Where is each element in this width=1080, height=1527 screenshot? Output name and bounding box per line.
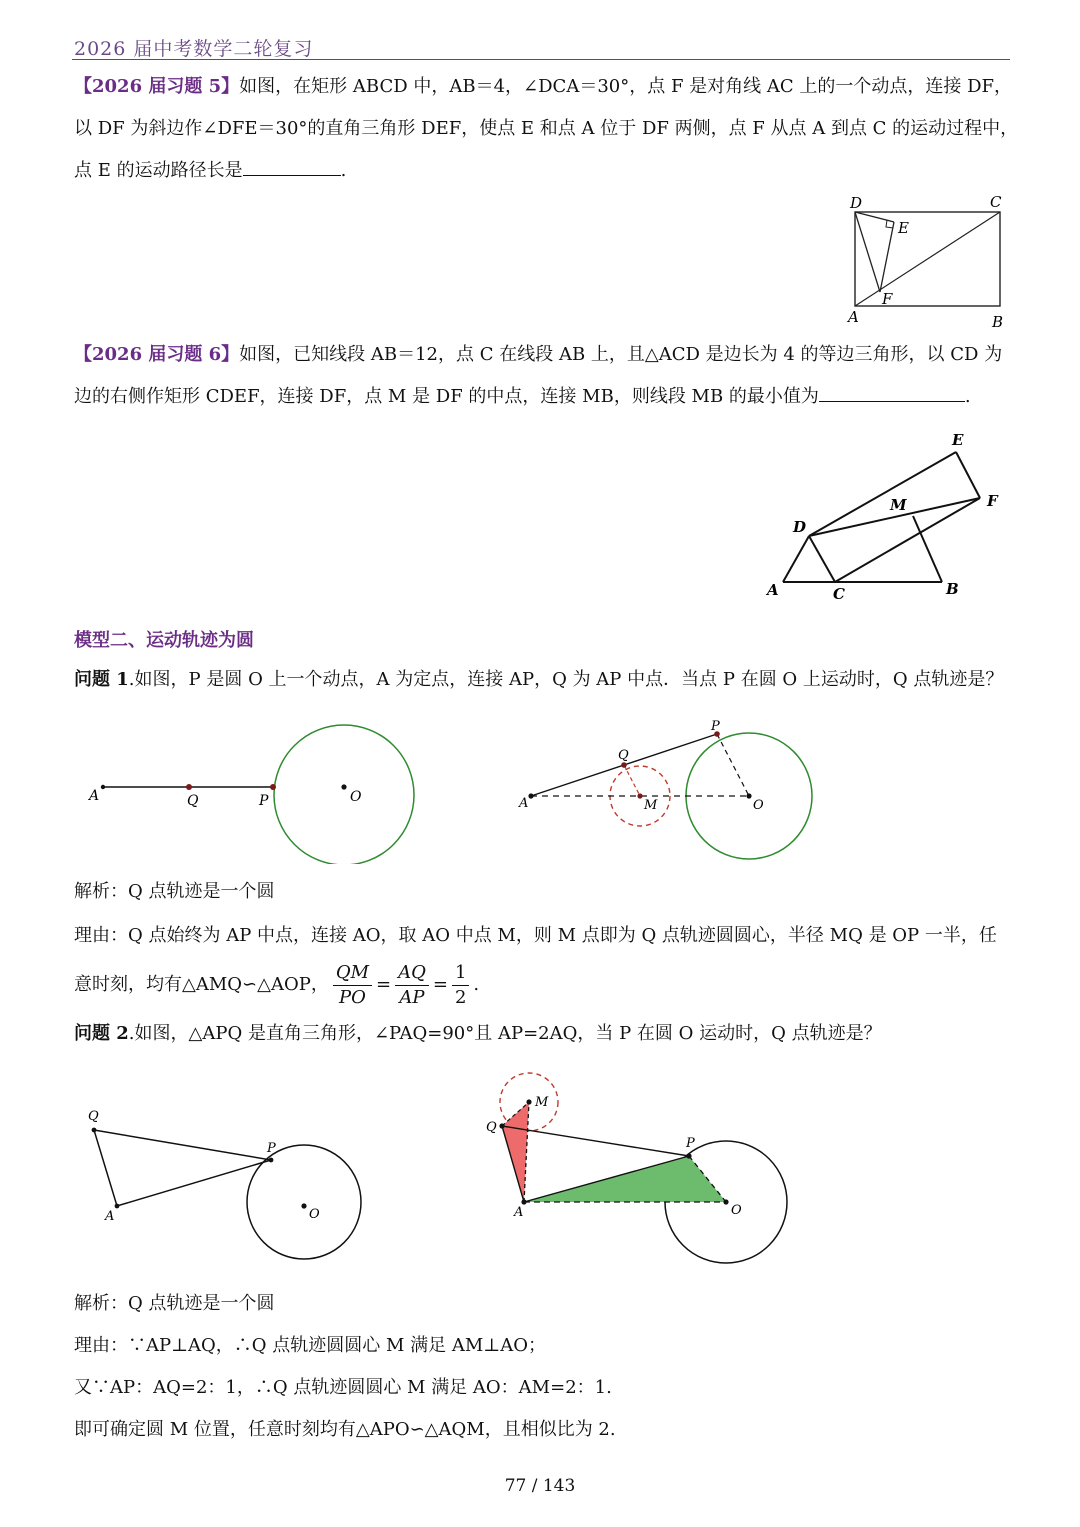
segment-dc bbox=[809, 536, 835, 582]
reason-2-prefix: 意时刻，均有△AMQ∽△AOP， bbox=[74, 974, 329, 995]
question-2-analysis: 解析：Q 点轨迹是一个圆 bbox=[74, 1293, 275, 1314]
segment-de bbox=[809, 452, 956, 536]
question-1-figure-1 bbox=[80, 716, 425, 864]
section-title: 模型二、运动轨迹为圆 bbox=[74, 630, 254, 651]
question-1-reason-1: 理由：Q 点始终为 AP 中点，连接 AO，取 AO 中点 M，则 M 点即为 Q 点轨迹圆圆心，半径 MQ 是 OP 一半，任 bbox=[74, 925, 997, 946]
triangle-apo-fill bbox=[524, 1156, 726, 1202]
problem-6-tag: 【2026 届习题 6】 bbox=[74, 344, 240, 365]
question-2-figure-1 bbox=[80, 1100, 370, 1270]
segment-mb bbox=[913, 516, 942, 582]
problem-5-tag: 【2026 届习题 5】 bbox=[74, 76, 240, 97]
label-c: C bbox=[833, 585, 845, 603]
circle-o bbox=[274, 725, 414, 864]
fraction-denominator: PO bbox=[338, 986, 366, 1008]
diagonal-ac bbox=[855, 212, 1000, 306]
label-a: A bbox=[848, 308, 859, 326]
label-e: E bbox=[898, 219, 909, 237]
label-a: A bbox=[105, 1209, 115, 1224]
question-1-reason-2 bbox=[74, 956, 479, 1014]
point-q bbox=[499, 1123, 504, 1128]
period: . bbox=[964, 386, 971, 407]
label-m: M bbox=[535, 1095, 549, 1110]
label-o: O bbox=[731, 1203, 742, 1218]
fraction-qm-po bbox=[333, 961, 372, 1010]
point-m bbox=[526, 1099, 531, 1104]
point-q bbox=[92, 1128, 97, 1133]
point-o bbox=[746, 793, 751, 798]
label-p: P bbox=[686, 1136, 695, 1151]
point-p bbox=[686, 1153, 691, 1158]
fraction-numerator: QM bbox=[333, 961, 372, 986]
label-d: D bbox=[793, 518, 807, 536]
fraction-aq-ap bbox=[395, 961, 429, 1010]
label-f: F bbox=[987, 492, 998, 510]
point-p bbox=[270, 784, 276, 790]
problem-6 bbox=[74, 334, 1010, 418]
point-q bbox=[186, 784, 192, 790]
segment-ad bbox=[783, 536, 809, 582]
point-o bbox=[723, 1199, 728, 1204]
header-divider bbox=[72, 59, 1010, 60]
label-c: C bbox=[990, 193, 1002, 211]
label-p: P bbox=[259, 793, 269, 809]
fraction-numerator: AQ bbox=[395, 961, 429, 986]
point-o bbox=[301, 1203, 306, 1208]
question-2-reason-3: 即可确定圆 M 位置，任意时刻均有△APO∽△AQM，且相似比为 2. bbox=[74, 1419, 616, 1440]
point-o bbox=[341, 784, 346, 789]
period: . bbox=[473, 974, 480, 995]
segment-qp bbox=[502, 1126, 689, 1156]
segment-df bbox=[855, 212, 880, 292]
point-a bbox=[115, 1204, 120, 1209]
segment-fc bbox=[835, 498, 980, 582]
problem-6-line-1: 如图，已知线段 AB＝12，点 C 在线段 AB 上，且△ACD 是边长为 4 的等边三角形，以 CD 为 bbox=[239, 344, 1003, 365]
point-a bbox=[521, 1199, 526, 1204]
header-title: 2026 届中考数学二轮复习 bbox=[74, 38, 314, 60]
label-a: A bbox=[767, 581, 779, 599]
label-o: O bbox=[753, 798, 764, 813]
question-1-figure-2 bbox=[510, 718, 820, 863]
question-1-head: 问题 1 bbox=[74, 669, 129, 690]
label-o: O bbox=[350, 789, 362, 805]
figure-rectangle-cdef bbox=[760, 428, 1010, 604]
equals-sign: = bbox=[432, 974, 448, 995]
figure-rectangle-abcd bbox=[840, 188, 1015, 333]
problem-5-line-2: 以 DF 为斜边作∠DFE＝30°的直角三角形 DEF，使点 E 和点 A 位于 DF 两侧，点 F 从点 A 到点 C 的运动过程中， bbox=[74, 118, 1019, 139]
question-2-figure-2 bbox=[480, 1068, 800, 1270]
problem-5-line-3: 点 E 的运动路径长是 bbox=[74, 160, 243, 181]
label-a: A bbox=[519, 796, 529, 811]
label-o: O bbox=[309, 1207, 320, 1222]
fraction-one-half bbox=[452, 961, 469, 1010]
label-p: P bbox=[711, 719, 720, 734]
label-e: E bbox=[952, 431, 964, 449]
triangle-apq bbox=[94, 1130, 271, 1206]
point-p bbox=[269, 1158, 274, 1163]
label-b: B bbox=[992, 313, 1004, 331]
point-m bbox=[637, 793, 642, 798]
point-q bbox=[621, 762, 627, 768]
problem-5-line-1: 如图，在矩形 ABCD 中，AB＝4，∠DCA＝30°，点 F 是对角线 AC 上的一个动点，连接 DF， bbox=[239, 76, 1013, 97]
segment-po-dashed bbox=[717, 734, 749, 796]
problem-6-line-2: 边的右侧作矩形 CDEF，连接 DF，点 M 是 DF 的中点，连接 MB，则线段 MB 的最小值为 bbox=[74, 386, 819, 407]
label-a: A bbox=[89, 788, 100, 804]
answer-blank bbox=[819, 379, 965, 402]
segment-ef bbox=[956, 452, 980, 498]
label-q: Q bbox=[187, 793, 199, 809]
label-d: D bbox=[850, 194, 863, 212]
label-q: Q bbox=[618, 748, 629, 763]
segment-de bbox=[855, 212, 894, 222]
label-q: Q bbox=[88, 1109, 99, 1124]
label-m: M bbox=[644, 798, 658, 813]
question-1-text: .如图，P 是圆 O 上一个动点，A 为定点，连接 AP，Q 为 AP 中点．当点 P 在圆 O 上运动时，Q 点轨迹是？ bbox=[128, 669, 1004, 690]
label-q: Q bbox=[486, 1120, 497, 1135]
page-number: 77 / 143 bbox=[504, 1476, 576, 1496]
label-a: A bbox=[514, 1205, 524, 1220]
point-a bbox=[101, 785, 105, 789]
problem-5 bbox=[74, 66, 1019, 192]
label-m: M bbox=[890, 496, 907, 514]
equals-sign: = bbox=[376, 974, 392, 995]
label-b: B bbox=[946, 580, 959, 598]
fraction-numerator: 1 bbox=[452, 961, 469, 986]
label-p: P bbox=[267, 1141, 276, 1156]
question-2-text: .如图，△APQ 是直角三角形，∠PAQ=90°且 AP=2AQ，当 P 在圆 O 运动时，Q 点轨迹是？ bbox=[128, 1023, 882, 1044]
question-1-analysis: 解析：Q 点轨迹是一个圆 bbox=[74, 881, 275, 902]
question-2 bbox=[74, 1020, 882, 1048]
fraction-denominator: 2 bbox=[454, 986, 467, 1008]
question-2-reason-1: 理由：∵AP⊥AQ，∴Q 点轨迹圆圆心 M 满足 AM⊥AO； bbox=[74, 1335, 546, 1356]
label-f: F bbox=[882, 290, 893, 308]
question-2-head: 问题 2 bbox=[74, 1023, 129, 1044]
question-2-reason-2: 又∵AP：AQ=2：1，∴Q 点轨迹圆圆心 M 满足 AO：AM=2：1. bbox=[74, 1377, 612, 1398]
fraction-denominator: AP bbox=[399, 986, 425, 1008]
question-1 bbox=[74, 666, 1003, 694]
point-a bbox=[528, 793, 533, 798]
period: . bbox=[340, 160, 347, 181]
answer-blank bbox=[243, 153, 341, 176]
